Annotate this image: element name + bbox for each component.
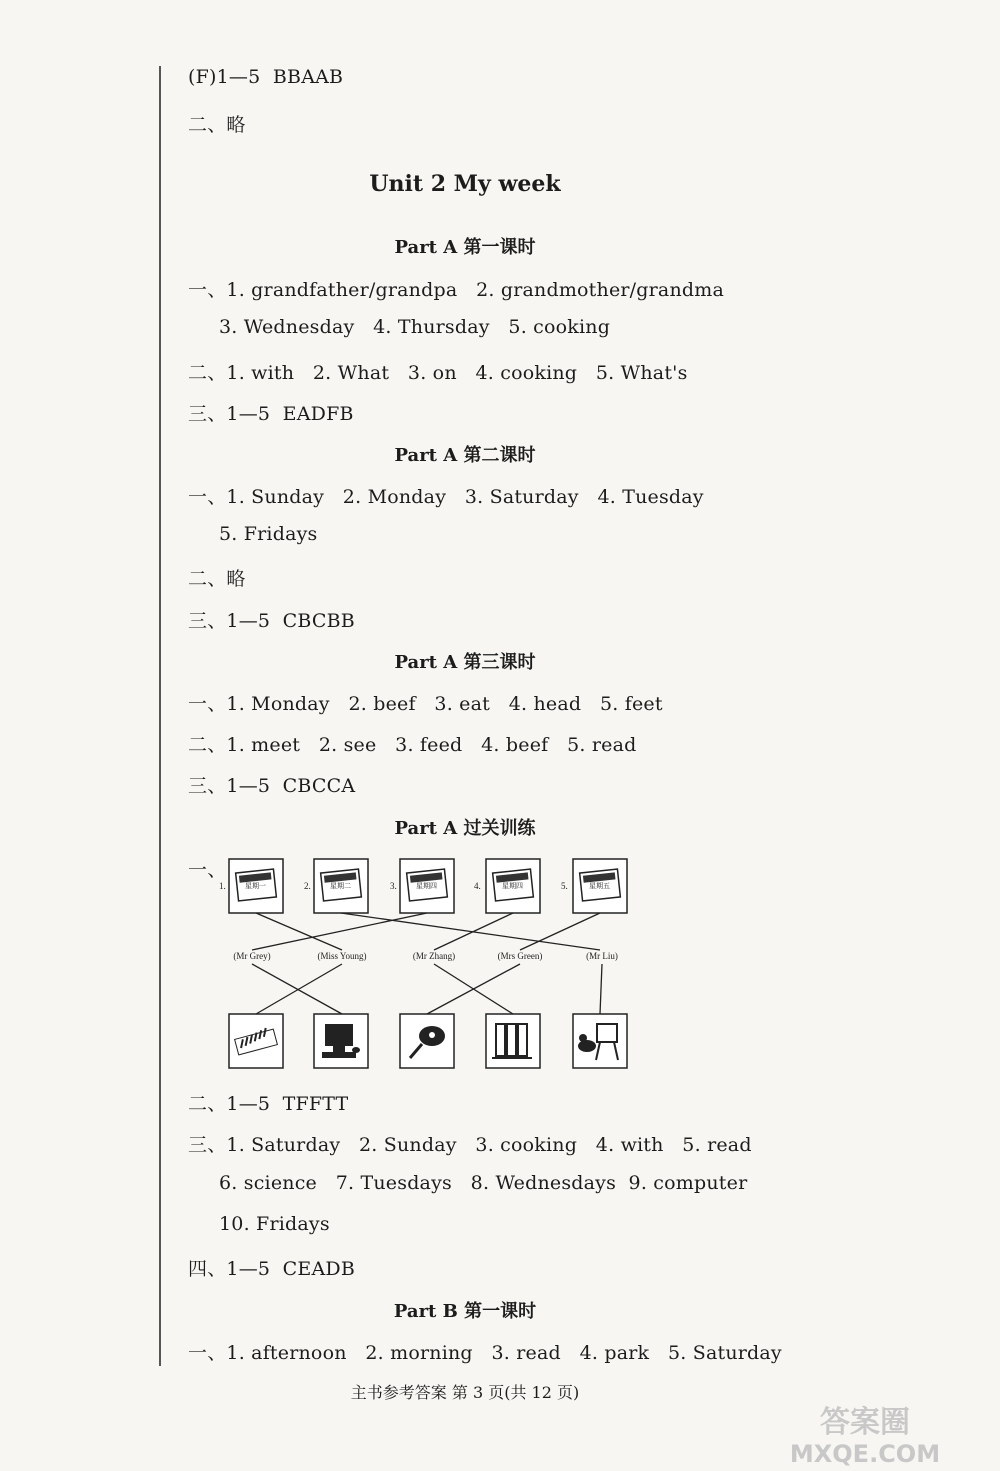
keyboard-icon	[229, 1014, 283, 1068]
person-name: (Mr Zhang)	[412, 951, 456, 961]
calendar-label: 星期一	[245, 882, 266, 890]
calendar-number: 1.	[219, 881, 226, 891]
painting-easel-icon	[573, 1014, 627, 1068]
calendar-box-2	[304, 859, 368, 913]
calendar-label: 星期二	[330, 882, 351, 890]
part-heading: Part A 第一课时	[394, 237, 536, 258]
answer-line: 二、1. with 2. What 3. on 4. cooking 5. What's	[188, 362, 688, 384]
answer-line: 5. Fridays	[219, 523, 318, 545]
answer-line: 四、1—5 CEADB	[188, 1258, 355, 1280]
calendar-number: 5.	[561, 881, 568, 891]
computer-icon	[314, 1014, 368, 1068]
books-icon	[486, 1014, 540, 1068]
part-heading: Part A 第三课时	[394, 652, 536, 673]
answer-line: 3. Wednesday 4. Thursday 5. cooking	[219, 316, 611, 338]
watermark-top: 答案圈	[820, 1405, 910, 1440]
page-footer: 主书参考答案 第 3 页(共 12 页)	[350, 1383, 580, 1402]
answer-line: (F)1—5 BBAAB	[188, 66, 344, 88]
calendar-label: 星期四	[416, 882, 437, 890]
calendar-label: 星期四	[502, 882, 523, 890]
part-heading: Part A 过关训练	[394, 818, 536, 839]
answer-line: 三、1—5 CBCBB	[188, 610, 355, 632]
person-name: (Mr Grey)	[233, 951, 271, 961]
answer-line: 6. science 7. Tuesdays 8. Wednesdays 9. computer	[219, 1172, 748, 1194]
calendar-number: 4.	[474, 881, 481, 891]
match-lines-bottom	[252, 964, 602, 1014]
frying-pan-icon	[400, 1014, 454, 1068]
calendar-number: 2.	[304, 881, 311, 891]
answer-line: 10. Fridays	[219, 1213, 330, 1235]
person-name: (Miss Young)	[317, 951, 367, 961]
person-name: (Mr Liu)	[586, 951, 618, 961]
calendar-number: 3.	[390, 881, 397, 891]
answer-line: 三、1—5 EADFB	[188, 403, 354, 425]
calendar-box-4	[474, 859, 540, 913]
calendar-box-1	[219, 859, 283, 913]
answer-line: 三、1. Saturday 2. Sunday 3. cooking 4. with 5. read	[188, 1134, 752, 1156]
answer-line: 二、略	[188, 568, 246, 590]
calendar-label: 星期五	[589, 882, 610, 890]
part-heading: Part B 第一课时	[393, 1301, 537, 1322]
calendar-box-5	[561, 859, 627, 913]
person-name: (Mrs Green)	[497, 951, 543, 961]
match-lines-top	[252, 913, 600, 950]
answer-line: 一、1. Sunday 2. Monday 3. Saturday 4. Tuesday	[188, 486, 704, 508]
watermark-bottom: MXQE.COM	[789, 1440, 941, 1468]
unit-title: Unit 2 My week	[369, 171, 561, 197]
answer-line: 一、1. Monday 2. beef 3. eat 4. head 5. feet	[188, 693, 663, 715]
answer-line: 三、1—5 CBCCA	[188, 775, 356, 797]
watermark-logo	[740, 1402, 990, 1468]
answer-line: 二、1—5 TFFTT	[188, 1093, 349, 1115]
answer-line: 二、1. meet 2. see 3. feed 4. beef 5. read	[188, 734, 637, 756]
answer-line: 二、略	[188, 114, 246, 136]
answer-line: 一、1. grandfather/grandpa 2. grandmother/grandma	[188, 279, 724, 301]
answer-label: 一、	[188, 859, 227, 881]
calendar-box-3	[390, 859, 454, 913]
answer-line: 一、1. afternoon 2. morning 3. read 4. park 5. Saturday	[188, 1342, 782, 1364]
part-heading: Part A 第二课时	[394, 445, 536, 466]
